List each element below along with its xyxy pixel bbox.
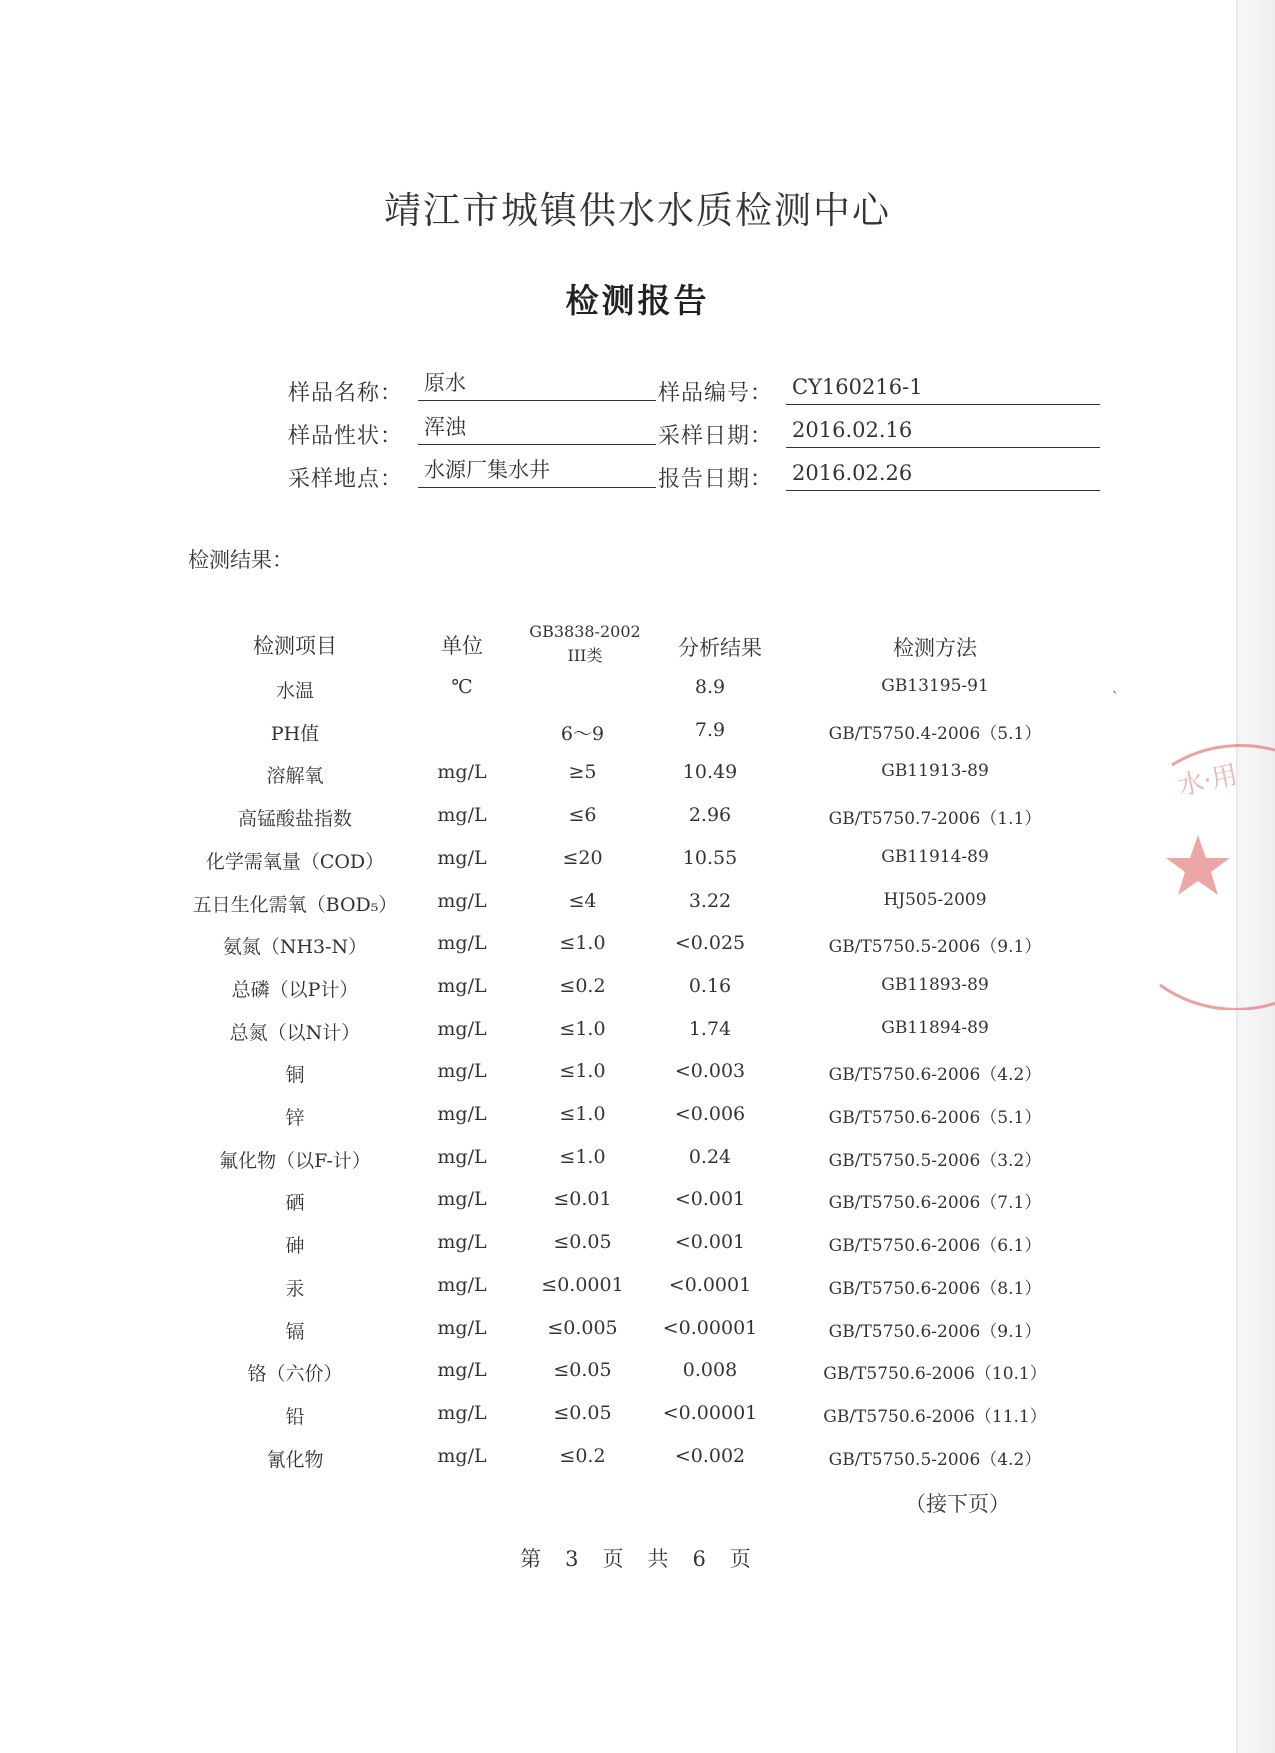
page-current: 3 (565, 1547, 583, 1571)
cell-unit: mg/L (437, 1317, 487, 1339)
cell-result: <0.025 (674, 932, 746, 954)
cell-standard: 6～9 (560, 723, 605, 745)
continued-note: （接下页） (905, 1492, 1010, 1516)
sample-name-label: 样品名称： (288, 381, 404, 406)
svg-text:水·用: 水·用 (1175, 759, 1241, 802)
cell-item: 五日生化需氧（BOD₅） (192, 894, 398, 916)
cell-standard: ≤6 (568, 804, 597, 826)
cell-standard: ≤1.0 (559, 932, 606, 954)
report-title: 检测报告 (565, 281, 710, 320)
stray-mark: ˋ (1112, 690, 1119, 706)
cell-result: 10.55 (682, 847, 738, 869)
cell-standard: ≤1.0 (559, 1146, 606, 1168)
cell-standard: ≤0.01 (553, 1188, 612, 1210)
cell-method: GB/T5750.4-2006（5.1） (828, 724, 1042, 744)
cell-item: 铬（六价） (247, 1363, 343, 1385)
cell-unit: mg/L (437, 1188, 487, 1210)
cell-unit: mg/L (437, 975, 487, 997)
cell-unit: mg/L (437, 1103, 487, 1125)
cell-method: GB11914-89 (881, 847, 989, 867)
header-result: 分析结果 (678, 636, 762, 660)
cell-item: 水温 (275, 680, 314, 702)
cell-method: GB11913-89 (881, 761, 989, 781)
cell-result: <0.001 (674, 1231, 746, 1253)
cell-method: GB/T5750.6-2006（7.1） (828, 1193, 1042, 1213)
cell-method: GB/T5750.6-2006（10.1） (823, 1364, 1047, 1384)
cell-method: GB/T5750.6-2006（8.1） (828, 1279, 1042, 1299)
cell-item: 化学需氧量（COD） (205, 851, 385, 873)
cell-result: <0.00001 (662, 1402, 758, 1424)
cell-result: <0.003 (674, 1060, 746, 1082)
cell-unit: mg/L (437, 1445, 487, 1467)
cell-standard: ≤0.05 (553, 1231, 612, 1253)
cell-unit: mg/L (437, 1231, 487, 1253)
cell-result: <0.00001 (662, 1317, 758, 1339)
cell-item: 总磷（以P计） (231, 979, 359, 1001)
cell-unit: mg/L (437, 1274, 487, 1296)
cell-result: 3.22 (688, 890, 732, 912)
report-date-label: 报告日期： (658, 467, 774, 492)
cell-standard: ≤0.05 (553, 1359, 612, 1381)
cell-method: GB11894-89 (881, 1018, 989, 1038)
header-method: 检测方法 (893, 636, 977, 660)
header-standard-line1: GB3838-2002 (529, 622, 641, 641)
cell-unit: mg/L (437, 847, 487, 869)
cell-standard: ≤20 (562, 847, 603, 869)
cell-item: 锌 (285, 1107, 305, 1129)
cell-unit: mg/L (437, 890, 487, 912)
cell-unit: mg/L (437, 761, 487, 783)
sample-state-value: 浑浊 (418, 412, 656, 445)
sample-state-label: 样品性状： (288, 424, 404, 449)
cell-standard: ≤1.0 (559, 1060, 606, 1082)
cell-result: 0.16 (688, 975, 732, 997)
cell-method: GB/T5750.6-2006（4.2） (828, 1065, 1042, 1085)
cell-unit: mg/L (437, 1359, 487, 1381)
cell-method: GB/T5750.6-2006（11.1） (823, 1407, 1047, 1427)
cell-result: 1.74 (688, 1018, 732, 1040)
cell-item: 砷 (285, 1235, 305, 1257)
sample-id-label: 样品编号： (658, 381, 774, 406)
cell-unit: mg/L (437, 1060, 487, 1082)
organization-name: 靖江市城镇供水水质检测中心 (384, 189, 891, 232)
page-prefix: 第 (520, 1547, 546, 1571)
cell-unit: ℃ (451, 676, 473, 698)
cell-method: GB/T5750.5-2006（9.1） (828, 937, 1042, 957)
cell-result: <0.0001 (668, 1274, 752, 1296)
report-date-value: 2016.02.26 (786, 458, 1100, 491)
cell-result: 7.9 (694, 719, 726, 741)
sample-name-value: 原水 (418, 368, 656, 401)
cell-method: GB/T5750.6-2006（9.1） (828, 1322, 1042, 1342)
cell-result: 8.9 (694, 676, 726, 698)
cell-result: <0.006 (674, 1103, 746, 1125)
cell-item: 镉 (285, 1321, 305, 1343)
cell-result: 2.96 (688, 804, 732, 826)
cell-item: 氰化物 (266, 1449, 324, 1471)
cell-method: GB/T5750.6-2006（6.1） (828, 1236, 1042, 1256)
cell-item: 溶解氧 (266, 765, 324, 787)
official-seal (1120, 740, 1275, 1010)
page-number (0, 1543, 1275, 1573)
cell-unit: mg/L (437, 932, 487, 954)
cell-method: GB13195-91 (881, 676, 989, 696)
page-mid: 页 (602, 1547, 628, 1571)
page-suffix: 页 (729, 1547, 755, 1571)
header-item: 检测项目 (253, 634, 337, 658)
cell-standard: ≤4 (568, 890, 597, 912)
cell-standard: ≤1.0 (559, 1018, 606, 1040)
cell-result: 0.008 (682, 1359, 738, 1381)
page-total: 6 (692, 1547, 710, 1571)
cell-method: GB/T5750.5-2006（3.2） (828, 1151, 1042, 1171)
cell-item: 硒 (285, 1192, 305, 1214)
cell-result: 0.24 (688, 1146, 732, 1168)
sample-id-value: CY160216-1 (786, 372, 1100, 405)
cell-standard: ≤0.005 (547, 1317, 618, 1339)
cell-standard: ≤0.05 (553, 1402, 612, 1424)
cell-method: HJ505-2009 (883, 890, 987, 910)
cell-method: GB/T5750.7-2006（1.1） (828, 809, 1042, 829)
cell-method: GB11893-89 (881, 975, 989, 995)
header-standard-line2: III类 (567, 646, 603, 665)
results-section-label: 检测结果： (188, 548, 293, 572)
cell-unit: mg/L (437, 1146, 487, 1168)
sampling-date-label: 采样日期： (658, 424, 774, 449)
cell-item: 汞 (285, 1278, 305, 1300)
cell-item: 铜 (285, 1064, 305, 1086)
cell-unit: mg/L (437, 804, 487, 826)
cell-unit: mg/L (437, 1018, 487, 1040)
cell-unit: mg/L (437, 1402, 487, 1424)
cell-standard: ≤0.2 (559, 975, 606, 997)
cell-item: 铅 (285, 1406, 305, 1428)
cell-method: GB/T5750.6-2006（5.1） (828, 1108, 1042, 1128)
sampling-date-value: 2016.02.16 (786, 415, 1100, 448)
cell-result: <0.001 (674, 1188, 746, 1210)
cell-standard: ≤1.0 (559, 1103, 606, 1125)
header-unit: 单位 (441, 634, 483, 658)
sampling-location-label: 采样地点： (288, 467, 404, 492)
cell-item: 总氮（以N计） (229, 1022, 361, 1044)
cell-standard: ≤0.2 (559, 1445, 606, 1467)
cell-item: PH值 (270, 723, 320, 745)
cell-result: <0.002 (674, 1445, 746, 1467)
cell-item: 氟化物（以F-计） (219, 1150, 371, 1172)
cell-item: 氨氮（NH3-N） (222, 936, 368, 958)
cell-result: 10.49 (682, 761, 738, 783)
sampling-location-value: 水源厂集水井 (418, 455, 656, 488)
cell-method: GB/T5750.5-2006（4.2） (828, 1450, 1042, 1470)
cell-standard: ≥5 (568, 761, 597, 783)
cell-item: 高锰酸盐指数 (237, 808, 352, 830)
cell-standard: ≤0.0001 (541, 1274, 624, 1296)
page-total-prefix: 共 (647, 1547, 673, 1571)
